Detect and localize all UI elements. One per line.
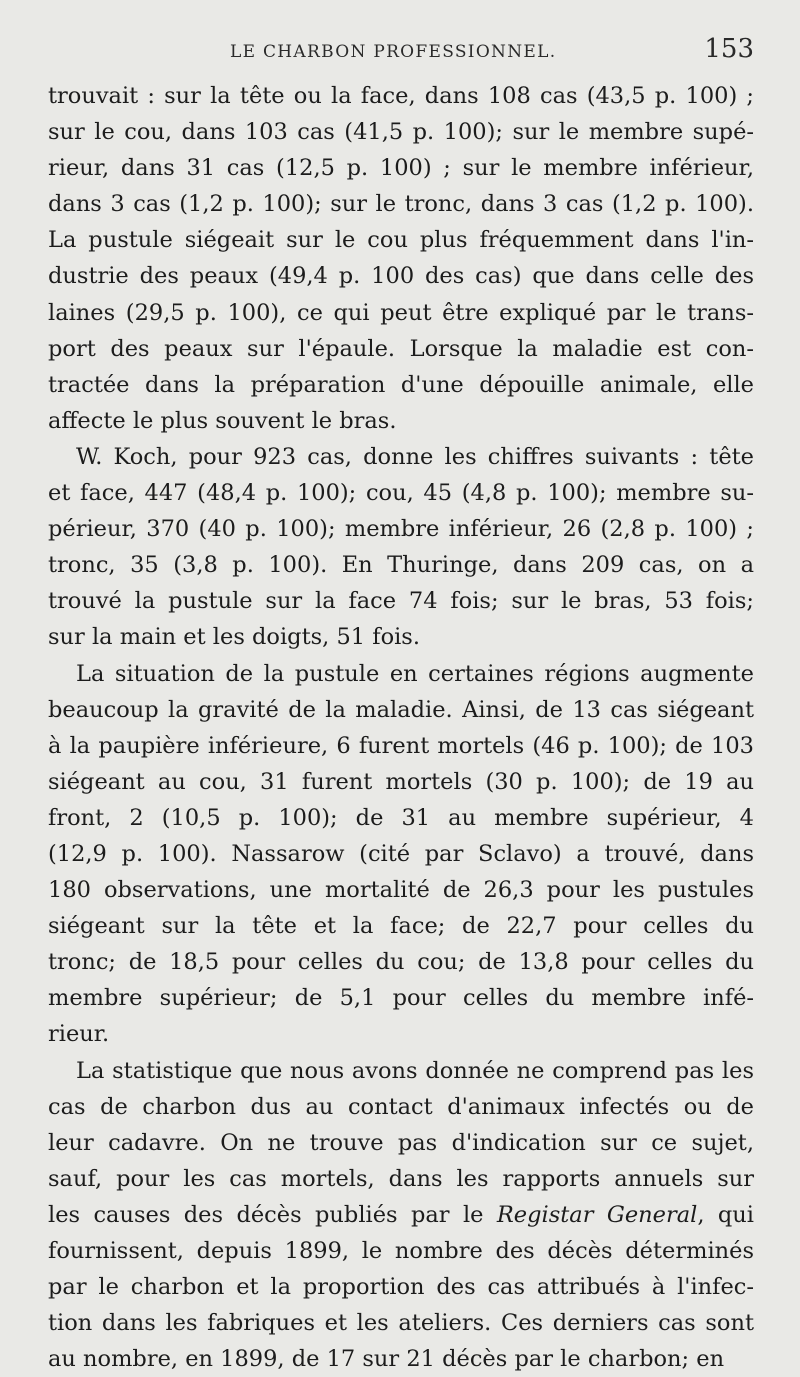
text-line: au nombre, en 1899, de 17 sur 21 décès par le charbon; en	[48, 1346, 725, 1373]
text-line: (12,9 p. 100). Nassarow (cité par Sclavo) a trouvé, dans	[48, 840, 754, 867]
page-number: 153	[704, 34, 754, 64]
text-line: La pustule siégeait sur le cou plus fréquemment dans l'in-	[48, 227, 754, 254]
text-line: fournissent, depuis 1899, le nombre des décès déterminés	[48, 1238, 754, 1264]
text-line: tion dans les fabriques et les ateliers. Ces derniers cas sont	[48, 1310, 754, 1337]
text-line: leur cadavre. On ne trouve pas d'indication sur ce sujet,	[48, 1129, 754, 1156]
text-line: trouvait : sur la tête ou la face, dans 108 cas (43,5 p. 100) ;	[48, 83, 754, 109]
running-title: LE CHARBON PROFESSIONNEL.	[230, 42, 557, 62]
text-line: La situation de la pustule en certaines régions augmente	[76, 660, 754, 687]
text-line: rieur.	[48, 1021, 110, 1048]
text-line: tronc, 35 (3,8 p. 100). En Thuringe, dans 209 cas, on a	[48, 552, 754, 579]
text-line: 180 observations, une mortalité de 26,3 pour les pustules	[48, 877, 754, 904]
text-line: trouvé la pustule sur la face 74 fois; sur le bras, 53 fois;	[48, 588, 754, 615]
page-header	[48, 34, 754, 68]
text-line: cas de charbon dus au contact d'animaux infectés ou de	[48, 1093, 754, 1120]
text-line: La statistique que nous avons donnée ne comprend pas les	[76, 1057, 754, 1084]
text-line: tractée dans la préparation d'une dépouille animale, elle	[48, 371, 754, 398]
text-line: et face, 447 (48,4 p. 100); cou, 45 (4,8 p. 100); membre su-	[48, 480, 754, 507]
text-line: beaucoup la gravité de la maladie. Ainsi, de 13 cas siégeant	[48, 696, 754, 723]
text-line: périeur, 370 (40 p. 100); membre inférieur, 26 (2,8 p. 100) ;	[48, 516, 754, 543]
text-line: sauf, pour les cas mortels, dans les rapports annuels sur	[48, 1165, 754, 1192]
text-line: tronc; de 18,5 pour celles du cou; de 13,8 pour celles du	[48, 949, 754, 976]
text-line: sur la main et les doigts, 51 fois.	[48, 624, 421, 651]
text-line: dustrie des peaux (49,4 p. 100 des cas) que dans celle des	[48, 263, 754, 290]
text-line: sur le cou, dans 103 cas (41,5 p. 100); sur le membre supé-	[48, 119, 754, 146]
text-line: membre supérieur; de 5,1 pour celles du membre infé-	[48, 985, 754, 1012]
text-line: front, 2 (10,5 p. 100); de 31 au membre supérieur, 4	[48, 804, 754, 831]
text-line: à la paupière inférieure, 6 furent mortels (46 p. 100); de 103	[48, 732, 754, 759]
text-line: dans 3 cas (1,2 p. 100); sur le tronc, dans 3 cas (1,2 p. 100).	[48, 191, 754, 218]
text-line: affecte le plus souvent le bras.	[48, 407, 397, 434]
text-line: rieur, dans 31 cas (12,5 p. 100) ; sur le membre inférieur,	[48, 155, 754, 182]
text-line: siégeant au cou, 31 furent mortels (30 p. 100); de 19 au	[48, 768, 754, 795]
text-line: les causes des décès publiés par le Registar General, qui	[48, 1201, 754, 1228]
body-text	[48, 78, 754, 1377]
text-line: W. Koch, pour 923 cas, donne les chiffres suivants : tête	[76, 443, 754, 470]
text-line: siégeant sur la tête et la face; de 22,7 pour celles du	[48, 913, 754, 940]
text-line: port des peaux sur l'épaule. Lorsque la maladie est con-	[48, 335, 754, 362]
text-line: laines (29,5 p. 100), ce qui peut être expliqué par le trans-	[48, 299, 754, 326]
text-line: par le charbon et la proportion des cas attribués à l'infec-	[48, 1274, 754, 1301]
